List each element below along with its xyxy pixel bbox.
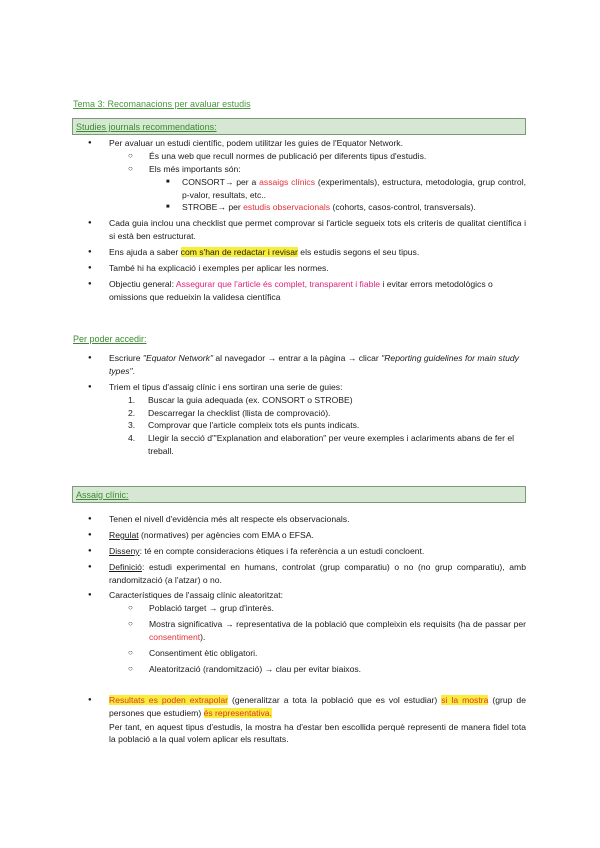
section-body bbox=[88, 513, 526, 746]
list-subitem: ○ És una web que recull normes de publicació per diferents tipus d'estudis. bbox=[128, 150, 526, 163]
numbered-step: 1. Buscar la guia adequada (ex. CONSORT o STROBE) bbox=[128, 394, 353, 405]
list-item: ● Característiques de l'assaig clínic aleatoritzat: bbox=[88, 589, 526, 602]
list-subitem: ○ Mostra significativa → representativa de la població que compleixin els requisits (ha de passar per consentiment). bbox=[128, 618, 526, 644]
section-heading-box bbox=[72, 486, 526, 503]
section-heading: Assaig clínic: bbox=[76, 490, 129, 500]
list-subitem: ○ Població target → grup d'interès. bbox=[128, 602, 526, 615]
list-item: ● Triem el tipus d'assaig clínic i ens sortiran una serie de guies: bbox=[88, 381, 526, 394]
list-item: ● Regulat (normatives) per agències com EMA o EFSA. bbox=[88, 529, 526, 542]
section-body bbox=[88, 137, 526, 304]
list-item: ● Tenen el nivell d'evidència més alt respecte els observacionals. bbox=[88, 513, 526, 526]
section-heading: Studies journals recommendations: bbox=[76, 122, 217, 132]
list-item: ● Ens ajuda a saber com s'han de redactar i revisar els estudis segons el seu tipus. bbox=[88, 246, 526, 259]
list-subitem: ○ Els més importants són: bbox=[128, 163, 526, 176]
list-subitem: ○ Consentiment ètic obligatori. bbox=[128, 647, 526, 660]
section-heading-box bbox=[72, 118, 526, 135]
list-item: ● Resultats es poden extrapolar (generalitzar a tota la població que es vol estudiar) si la mostra (grup de persones que estudiem) és representativa. Per tant, en aquest tipus d'estudis, la mostra ha d'estar ben escollida perquè representi de manera fidel tota la població a la qual volem aplicar els resultats. bbox=[88, 694, 526, 747]
list-subitem: ○ Aleatorització (randomització) → clau per evitar biaixos. bbox=[128, 663, 526, 676]
list-subsubitem: ■ CONSORT→ per a assaigs clínics (experimentals), estructura, metodologia, grup control, p-valor, resultats, etc.. bbox=[166, 176, 526, 202]
list-item: ● Objectiu general: Assegurar que l'article és complet, transparent i fiable i evitar errors metodològics o omissions que redueixin la validesa científica bbox=[88, 278, 526, 304]
numbered-step: 4. Llegir la secció d'"Explanation and elaboration" per veure exemples i aclariments abans de fer el treball. bbox=[128, 433, 515, 457]
list-subsubitem: ■ STROBE→ per estudis observacionals (cohorts, casos-control, transversals). bbox=[166, 201, 526, 214]
paragraph: Per tant, en aquest tipus d'estudis, la mostra ha d'estar ben escollida perquè representi de manera fidel tota la població a la qual volem aplicar els resultats. bbox=[109, 721, 526, 745]
section-heading: Per poder accedir: bbox=[73, 334, 147, 344]
list-item: ● Per avaluar un estudi científic, podem utilitzar les guies de l'Equator Network. bbox=[88, 137, 526, 150]
section-body bbox=[88, 352, 526, 458]
list-item: ● Escriure "Equator Network" al navegador → entrar a la pàgina → clicar "Reporting guidelines for main study types". bbox=[88, 352, 526, 378]
list-item: ● Definició: estudi experimental en humans, controlat (grup comparatiu) o no (no grup comparatiu), amb randomització (a l'atzar) o no. bbox=[88, 561, 526, 587]
page-title: Tema 3: Recomanacions per avaluar estudis bbox=[73, 99, 251, 109]
list-item: ● Disseny: té en compte consideracions ètiques i fa referència a un estudi concloent. bbox=[88, 545, 526, 558]
list-item: ● També hi ha explicació i exemples per aplicar les normes. bbox=[88, 262, 526, 275]
numbered-step: 2. Descarregar la checklist (llista de comprovació). bbox=[128, 407, 331, 418]
list-item: ● Cada guia inclou una checklist que permet comprovar si l'article segueix tots els criteris de qualitat científica i si està ben estructurat. bbox=[88, 217, 526, 243]
numbered-step: 3. Comprovar que l'article compleix tots els punts indicats. bbox=[128, 420, 360, 431]
